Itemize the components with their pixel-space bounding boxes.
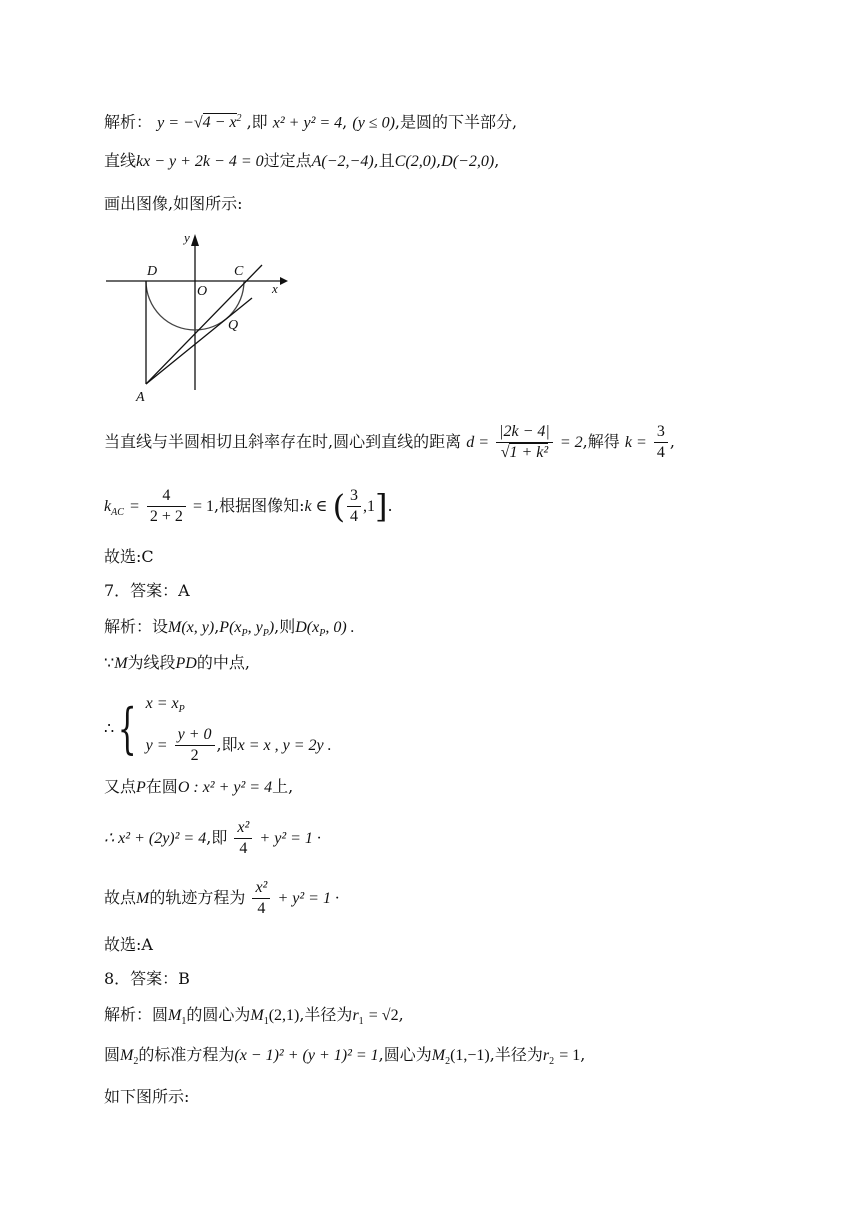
math: r (542, 1047, 550, 1064)
math: x² + y² = 4 (272, 114, 343, 132)
text: , (669, 432, 675, 451)
tangent-line-AQ (146, 298, 252, 384)
label-Q: Q (228, 318, 239, 333)
q8-line-3: 如下图所示: (104, 1087, 190, 1106)
math: = (128, 498, 140, 515)
q8-line-1: 解析：圆$M_1$的圆心为$M_1(2,1)$,半径为$r_1 = √2$, (104, 1005, 404, 1028)
equation-system: $x = x_P$ y = $\frac{y + 0}{2}$ ,即x = x , y = 2y . (145, 695, 332, 765)
math: k ∈ (304, 498, 328, 515)
math: r (352, 1007, 359, 1024)
distance-fraction: $\frac{|2k - 4|}{\text{√1 + k²}}$ (496, 422, 553, 463)
text: ,解得 (582, 432, 620, 451)
text: ,即 (206, 828, 228, 847)
text: ,且 (373, 151, 395, 170)
text: 在圆 (145, 777, 178, 796)
q8-line-2: 圆$M_2$的标准方程为(x − 1)² + (y + 1)² = 1,圆心为$M_2(1,-1)$,半径为$r_2 = 1$, (104, 1045, 586, 1068)
text: 的圆心为 (186, 1005, 251, 1024)
analysis-line-2 (104, 150, 499, 173)
brace: { (117, 697, 137, 761)
math-subscript: AC (111, 507, 124, 519)
math: P (136, 779, 146, 796)
text: , (214, 617, 220, 636)
analysis-line-1: 解析： $y = -√4 - x^2$ ,即 x² + y² = 4, (y ≤ 0),是圆的下半部分, (104, 112, 518, 132)
question-8-answer: 8．答案：B (104, 969, 190, 988)
math: M (120, 1047, 134, 1064)
math: C(2,0) (394, 153, 437, 170)
math: P(x (219, 619, 242, 636)
math: M (431, 1047, 446, 1064)
analysis-line-3: 画出图像,如图所示: (104, 194, 243, 213)
math: PD (175, 655, 197, 672)
text: 过定点 (263, 151, 312, 170)
text: 又点 (104, 777, 137, 796)
math: = 1 (559, 1047, 581, 1064)
text: , (494, 151, 500, 170)
text: 解析： (104, 112, 153, 132)
text: ,半径为 (299, 1005, 353, 1024)
q7-system (104, 692, 332, 766)
text: , (342, 112, 348, 132)
math: = 2 (559, 434, 583, 451)
text: 为线段 (127, 653, 176, 672)
math: ,1 (363, 498, 376, 515)
text: ,圆心为 (378, 1045, 432, 1064)
math: d = (466, 434, 489, 451)
slope-fraction: $\frac{4}{2 + 2}$ (147, 486, 186, 527)
text: 的标准方程为 (138, 1045, 235, 1064)
text: 的中点, (196, 653, 250, 672)
interval-fraction: $\frac{3}{4}$ (347, 486, 361, 527)
label-C: C (234, 264, 244, 279)
math: y = − (157, 114, 194, 132)
math: M(x, y) (168, 619, 215, 636)
text: ∵ (104, 653, 115, 672)
math: (x − 1)² + (y + 1)² = 1 (234, 1047, 379, 1064)
analysis-line-5: $k_{AC}$ = $\frac{4}{2 + 2}$ = 1,根据图像知:k ∈ ( $\frac{3}{4}$ ,1]. (104, 487, 393, 526)
math: ∴ x² + (2y)² = 4 (104, 830, 207, 847)
y-axis-arrow (191, 234, 199, 246)
label-A: A (136, 390, 145, 404)
q7-line-2 (104, 652, 250, 675)
math: k = (624, 434, 647, 451)
text: 上, (272, 777, 294, 796)
q7-line-4 (104, 776, 293, 799)
math: D(−2,0) (441, 153, 495, 170)
text: 当直线与半圆相切且斜率存在时,圆心到直线的距离 (104, 432, 462, 451)
math: + y² = 1 · (277, 890, 339, 907)
analysis-line-4 (104, 422, 675, 463)
text: , (436, 151, 442, 170)
math: 4 − x (202, 114, 237, 132)
math: = √2 (368, 1007, 399, 1024)
ellipse-fraction: $\frac{\text{x²}}{4}$ (234, 818, 252, 859)
math: (1,−1) (450, 1047, 490, 1064)
text: 故点 (104, 888, 137, 907)
math: (2,1) (268, 1007, 300, 1024)
label-D: D (147, 264, 158, 279)
math: k (104, 498, 112, 515)
text: 的轨迹方程为 (149, 888, 246, 907)
math: (y ≤ 0) (352, 114, 395, 132)
text: ∴ (104, 718, 115, 738)
q7-line-5 (104, 818, 321, 859)
answer-choice-a: 故选:A (104, 935, 153, 954)
text: ,是圆的下半部分, (394, 112, 518, 132)
text: ,根据图像知: (214, 496, 305, 515)
label-x: x (272, 281, 278, 296)
text: 解析：设 (104, 617, 169, 636)
label-y: y (184, 230, 190, 245)
line-AC (146, 265, 262, 384)
x-axis-arrow (280, 277, 288, 285)
math: O : x² + y² = 4 (177, 779, 273, 796)
sqrt-sign: √ (193, 114, 203, 132)
math: M (114, 655, 128, 672)
math: M (250, 1007, 264, 1024)
text: ,半径为 (489, 1045, 543, 1064)
semicircle-figure (100, 228, 290, 404)
text: 圆 (104, 1045, 121, 1064)
math: D(x (295, 619, 320, 636)
math: A(−2,−4) (311, 153, 374, 170)
q7-line-1: 解析：设M(x, $y),P(x_P$, $y_P$),则$D(x_P$, 0) . (104, 617, 355, 640)
math: = 1 (193, 498, 215, 515)
math: M (136, 890, 150, 907)
label-O: O (197, 284, 208, 299)
q7-line-6 (104, 878, 339, 919)
answer-choice-c: 故选:C (104, 547, 154, 566)
question-7-answer: 7．答案：A (104, 581, 190, 600)
text: , (398, 1005, 404, 1024)
text: ,则 (274, 617, 296, 636)
text: ,即 (246, 112, 268, 132)
text: 直线 (104, 151, 137, 170)
locus-fraction: $\frac{\text{x²}}{4}$ (252, 878, 270, 919)
math: M (168, 1007, 182, 1024)
math: + y² = 1 · (259, 830, 321, 847)
text: , (580, 1045, 586, 1064)
math: kx − y + 2k − 4 = 0 (136, 153, 264, 170)
k-value-fraction: $\frac{3}{4}$ (654, 422, 668, 463)
text: 解析：圆 (104, 1005, 169, 1024)
text: . (387, 496, 393, 515)
